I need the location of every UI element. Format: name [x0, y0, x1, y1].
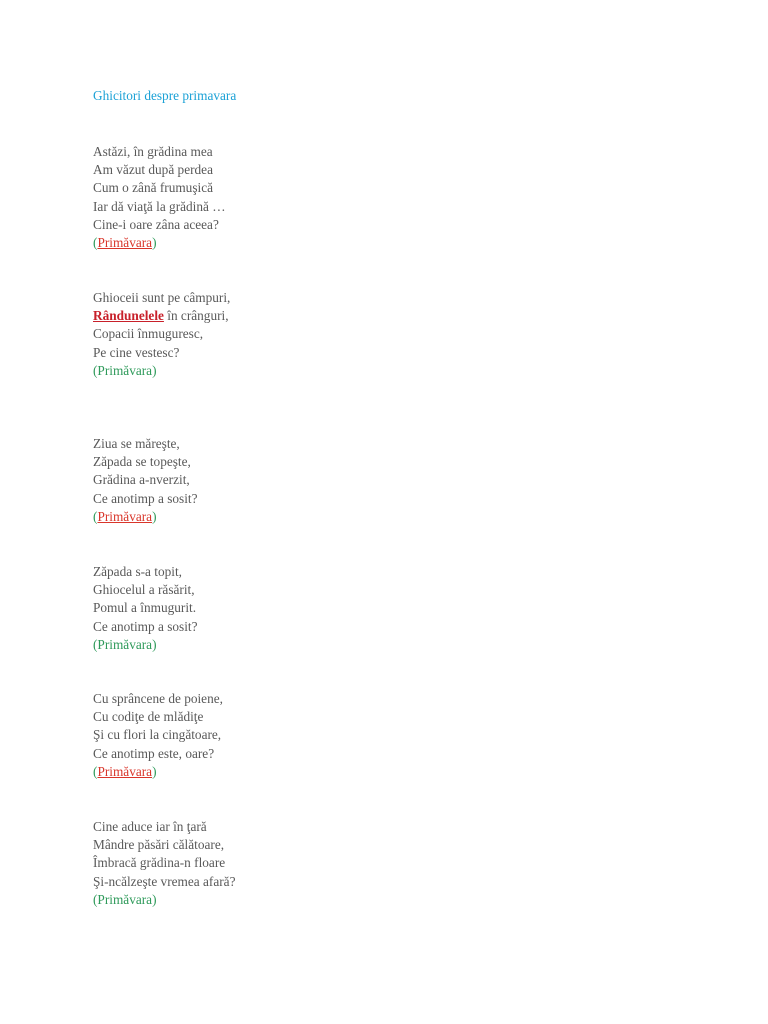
riddle-line — [93, 307, 230, 325]
riddle-answer — [93, 234, 226, 252]
riddle-answer: (Primăvara) — [93, 362, 157, 378]
riddle-line: Ziua se măreşte, — [93, 436, 180, 451]
riddle-line: Mândre păsări călătoare, — [93, 837, 225, 853]
riddle-line: Am văzut după perdea — [93, 162, 213, 178]
riddle-line: Ce anotimp a sosit? — [93, 490, 198, 506]
riddle-line: Pomul a înmugurit. — [93, 600, 197, 616]
riddle-line: Cine aduce iar în ţară — [93, 819, 207, 834]
riddle-1 — [93, 143, 226, 252]
riddle-line: Zăpada se topeşte, — [93, 454, 191, 470]
line-rest: în crânguri, — [163, 308, 229, 324]
answer-close-paren: ) — [152, 234, 157, 250]
document-page — [93, 0, 693, 1024]
answer-close-paren: ) — [152, 508, 157, 524]
riddle-4 — [93, 563, 198, 654]
riddle-line: Zăpada s-a topit, — [93, 564, 182, 579]
riddle-6 — [93, 818, 235, 909]
riddle-answer — [93, 508, 198, 526]
document-title: Ghicitori despre primavara — [93, 88, 237, 103]
answer-close-paren: ) — [152, 763, 157, 779]
riddle-line: Ghiocelul a răsărit, — [93, 582, 195, 598]
riddle-5 — [93, 690, 223, 781]
riddle-answer — [93, 763, 223, 781]
riddle-line: Cine-i oare zâna aceea? — [93, 216, 219, 232]
riddle-3 — [93, 435, 198, 526]
riddle-answer: (Primăvara) — [93, 636, 157, 652]
riddle-line: Cu codiţe de mlădiţe — [93, 709, 204, 725]
answer-open-paren: ( — [93, 508, 98, 524]
riddle-line: Copacii înmuguresc, — [93, 326, 204, 342]
answer-word: Primăvara — [97, 234, 153, 250]
answer-word: Primăvara — [97, 763, 153, 779]
riddle-line: Grădina a-nverzit, — [93, 472, 190, 488]
riddle-line: Cum o zână frumuşică — [93, 180, 214, 196]
riddle-line: Ce anotimp a sosit? — [93, 618, 198, 634]
riddle-line: Pe cine vestesc? — [93, 344, 180, 360]
riddle-line: Şi-ncălzeşte vremea afară? — [93, 873, 236, 889]
riddle-2 — [93, 289, 230, 380]
riddle-line: Cu sprâncene de poiene, — [93, 691, 223, 706]
riddle-line: Iar dă viaţă la grădină … — [93, 198, 226, 214]
riddle-line: Ce anotimp este, oare? — [93, 745, 215, 761]
riddle-line: Astăzi, în grădina mea — [93, 144, 213, 159]
answer-open-paren: ( — [93, 763, 98, 779]
answer-word: Primăvara — [97, 508, 153, 524]
answer-open-paren: ( — [93, 234, 98, 250]
riddle-answer: (Primăvara) — [93, 891, 157, 907]
riddle-line: Ghioceii sunt pe câmpuri, — [93, 290, 231, 305]
riddle-line: Şi cu flori la cingătoare, — [93, 727, 222, 743]
riddle-line: Îmbracă grădina-n floare — [93, 855, 226, 871]
highlighted-word: Rândunelele — [93, 308, 164, 324]
